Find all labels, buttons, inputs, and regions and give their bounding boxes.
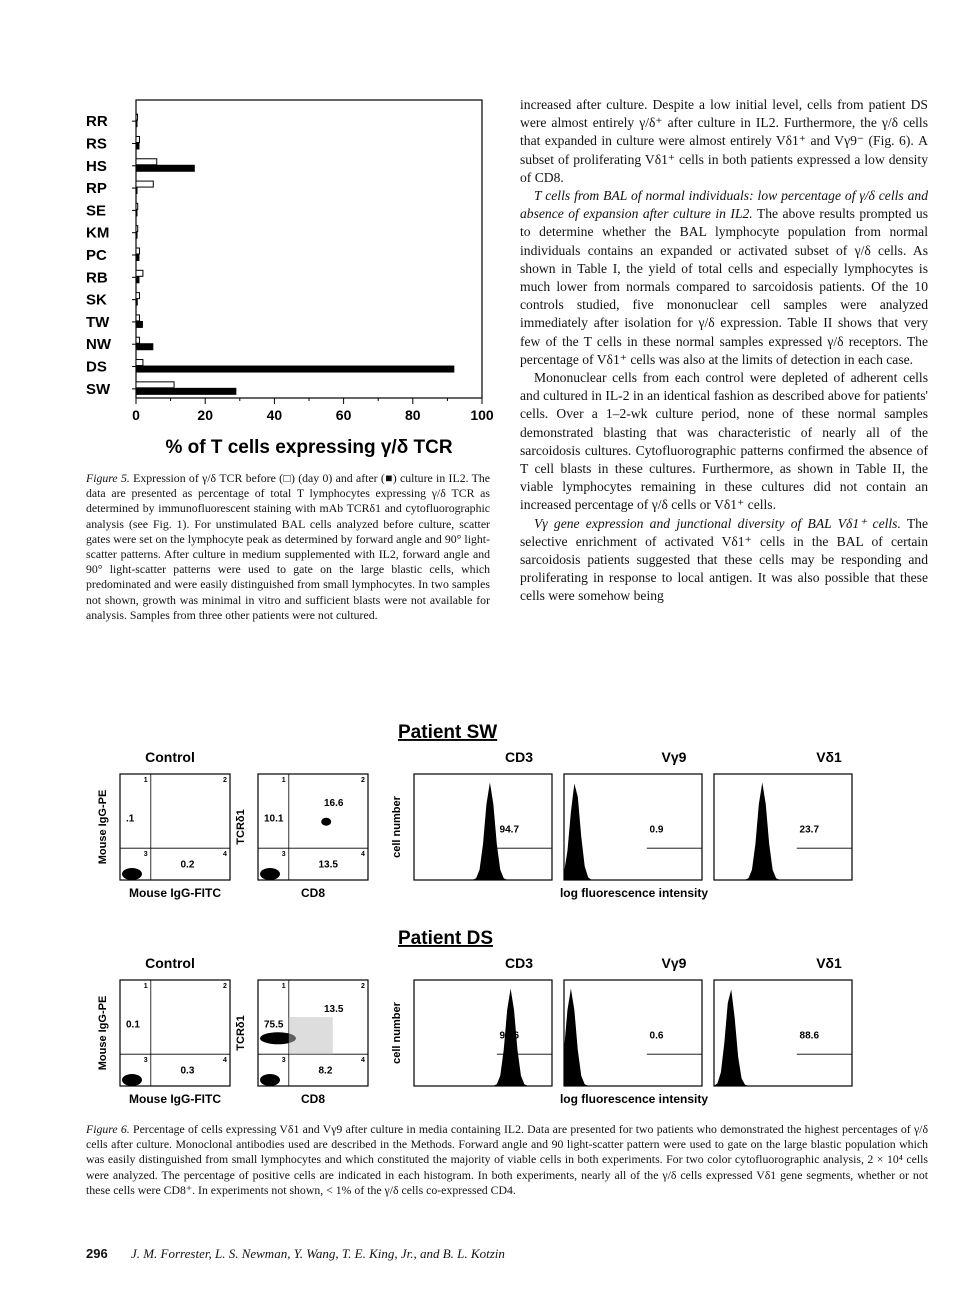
cell-cluster — [260, 1074, 280, 1086]
quadrant-number: 3 — [143, 1057, 148, 1065]
patient-panel — [97, 928, 852, 1106]
bar-after — [136, 120, 138, 127]
histogram-peak — [714, 783, 852, 881]
dotplot-x-label: CD8 — [300, 1092, 326, 1106]
dotplot-frame — [120, 980, 230, 1086]
category-label: DS — [86, 358, 107, 376]
bar-before — [136, 382, 174, 388]
histogram-value: 0.9 — [649, 824, 664, 836]
cell-cluster — [122, 868, 142, 880]
histogram-value: 97.6 — [499, 1030, 520, 1042]
quadrant-1-value: 0.1 — [126, 1019, 140, 1031]
category-label: TW — [86, 313, 110, 331]
quadrant-4-value: 0.3 — [180, 1065, 195, 1077]
control-title: Control — [145, 955, 195, 971]
quadrant-number: 3 — [143, 851, 148, 859]
histogram-peak — [564, 784, 702, 881]
quadrant-2-value: 13.5 — [324, 1003, 344, 1015]
patient-title: Patient SW — [398, 722, 498, 743]
quadrant-4-value: 8.2 — [318, 1065, 333, 1077]
quadrant-1-value: .1 — [126, 813, 135, 825]
paragraph-4 — [520, 515, 928, 606]
bar-after — [136, 388, 236, 395]
cell-cluster — [122, 1074, 142, 1086]
bar-after — [136, 343, 153, 350]
paragraph-4-body: The selective enrichment of activated Vδ1⁺ cells in the BAL of certain sarcoidosis patients suggested that these cells may be responding and proliferating in response to local antigen. It was also possible that these cells were somehow being — [520, 515, 928, 604]
dotplot-y-label: TCRδ1 — [235, 809, 247, 845]
category-label: RS — [86, 135, 107, 153]
dotplot-x-label: CD8 — [300, 886, 326, 900]
x-tick-label: 80 — [405, 407, 421, 423]
histogram-peak — [714, 990, 852, 1087]
quadrant-4-value: 13.5 — [318, 859, 338, 871]
bar-after — [136, 276, 139, 283]
control-title: Control — [145, 749, 195, 765]
bar-after — [136, 366, 454, 373]
patient-panel — [97, 722, 852, 900]
bar-before — [136, 136, 139, 142]
x-tick-label: 60 — [335, 407, 352, 423]
category-label: HS — [86, 157, 107, 175]
dotplot-y-label: Mouse IgG-PE — [97, 995, 109, 1071]
cell-cluster — [321, 818, 331, 826]
plot-frame — [136, 100, 482, 398]
bar-after — [136, 165, 195, 172]
figure-6-caption-label: Figure 6. — [86, 1122, 130, 1136]
bar-after — [136, 142, 139, 149]
category-label: NW — [86, 336, 111, 354]
bar-after — [136, 254, 139, 261]
bar-before — [136, 270, 143, 276]
quadrant-number: 2 — [223, 777, 227, 784]
bar-before — [136, 360, 143, 366]
quadrant-number: 2 — [223, 983, 227, 990]
bar-before — [136, 226, 138, 232]
dotplot-frame — [120, 774, 230, 880]
histogram-title: Vδ1 — [816, 955, 842, 971]
histogram-x-label: log fluorescence intensity — [559, 1092, 709, 1106]
quadrant-number: 4 — [361, 1057, 365, 1065]
bar-before — [136, 293, 139, 299]
category-label: KM — [86, 224, 110, 242]
category-label: SE — [86, 202, 107, 220]
dotplot-x-label: Mouse IgG-FITC — [129, 1092, 221, 1106]
histogram-frame — [414, 980, 552, 1086]
quadrant-number: 4 — [361, 851, 365, 859]
quadrant-number: 3 — [281, 1057, 286, 1065]
bar-before — [136, 159, 157, 165]
figure-5-caption-label: Figure 5. — [86, 471, 130, 485]
bar-after — [136, 299, 138, 306]
x-axis-label: % of T cells expressing γ/δ TCR — [165, 437, 453, 458]
x-tick-label: 0 — [132, 407, 140, 423]
bar-before — [136, 248, 139, 254]
histogram-title: CD3 — [504, 749, 534, 765]
figure-6 — [84, 716, 874, 1116]
dotplot-y-label: Mouse IgG-PE — [97, 789, 109, 865]
category-label: SW — [86, 380, 111, 398]
paragraph-3: Mononuclear cells from each control were depleted of adherent cells and cultured in IL-2 in an identical fashion as described above for patients' cells. Over a 1–2-wk culture period, none of these normal samples demonstrated blasting that was characteristic of nearly all of the sarcoidosis cultures. Cytofluorographic patterns confirmed the absence of T cell blasts in these cultures. Furthermore, as shown in Table II, the viable lymphocytes remaining in these cultures did not contain an increased percentage of γ/δ cells or Vδ1⁺ cells. — [520, 370, 928, 513]
dotplot-x-label: Mouse IgG-FITC — [129, 886, 221, 900]
patient-title: Patient DS — [398, 928, 494, 949]
bar-before — [136, 114, 138, 120]
histogram-peak — [564, 989, 702, 1087]
category-label: PC — [86, 247, 107, 264]
histogram-value: 23.7 — [799, 824, 820, 836]
category-label: SK — [86, 291, 107, 309]
bar-after — [136, 187, 138, 194]
histogram-title: Vγ9 — [661, 955, 687, 971]
cell-cluster — [260, 868, 280, 880]
dotplot-frame — [258, 774, 368, 880]
quadrant-2-value: 16.6 — [324, 797, 344, 809]
bar-after — [136, 232, 138, 239]
page-number: 296 — [86, 1246, 108, 1261]
footer-authors: J. M. Forrester, L. S. Newman, Y. Wang, T. E. King, Jr., and B. L. Kotzin — [130, 1246, 505, 1261]
category-label: RR — [86, 113, 108, 131]
bar-before — [136, 315, 139, 321]
quadrant-4-value: 0.2 — [180, 859, 195, 871]
paragraph-2-body: The above results prompted us to determine whether the BAL lymphocyte population from normal individuals contains an expanded or activated subset of γ/δ cells. As shown in Table I, the yield of total cells and especially lymphocytes is much lower from normals compared to sarcoidosis patients. Of the 10 controls studied, five mononuclear cell samples were analyzed immediately after isolation for γ/δ expression. Table II shows that very few of the T cells in these normal samples expressed γ/δ receptors. The percentage of Vδ1⁺ cells was also at the limits of detection in each case. — [520, 206, 928, 367]
paragraph-1: increased after culture. Despite a low initial level, cells from patient DS were almost entirely γ/δ⁺ after culture in IL2. Furthermore, the γ/δ cells that expanded in culture were almost entirely Vδ1⁺ and Vγ9⁻ (Fig. 6). A subset of proliferating Vδ1⁺ cells in both patients expressed a low density of CD8. — [520, 97, 928, 185]
bar-after — [136, 321, 143, 328]
bar-before — [136, 181, 153, 187]
quadrant-number: 1 — [281, 777, 286, 784]
quadrant-number: 4 — [223, 1057, 227, 1065]
x-tick-label: 40 — [266, 407, 283, 423]
quadrant-number: 2 — [361, 777, 365, 784]
bar-before — [136, 203, 138, 209]
bar-after — [136, 209, 138, 216]
quadrant-1-value: 10.1 — [264, 813, 284, 825]
quadrant-number: 1 — [281, 983, 286, 990]
figure-6-caption — [86, 1122, 928, 1198]
histogram-value: 94.7 — [499, 824, 520, 836]
x-tick-label: 20 — [197, 407, 213, 423]
histogram-y-label: cell number — [391, 1002, 403, 1064]
quadrant-number: 3 — [281, 851, 286, 859]
cell-scatter — [289, 1017, 333, 1054]
histogram-title: CD3 — [504, 955, 534, 971]
bar-before — [136, 337, 139, 343]
category-label: RB — [86, 269, 108, 287]
histogram-frame — [564, 980, 702, 1086]
histogram-y-label: cell number — [391, 796, 403, 858]
category-label: RP — [86, 180, 107, 198]
figure-6-panels — [84, 716, 874, 1116]
histogram-x-label: log fluorescence intensity — [559, 886, 709, 900]
quadrant-number: 1 — [143, 777, 148, 784]
quadrant-1-value: 75.5 — [264, 1019, 284, 1031]
figure-6-caption-text: Percentage of cells expressing Vδ1 and Vγ9 after culture in media containing IL2. Data are presented for two patients who demonstrated the highest percentages of γ/δ cells after culture. Monoclonal antibodies used are described in the Methods. Forward angle and 90 light-scatter pattern were used to gate on the large blastic population which was easily distinguished from small lymphocytes and which constituted the majority of viable cells in both experiments. For two color cytofluorographic analysis, 2 × 10⁴ cells were analyzed. The percentage of positive cells are indicated in each histogram. In both experiments, nearly all of the γ/δ cells expressed Vδ1 gene segments, whether or not these cells were CD8⁺. In experiments not shown, < 1% of the γ/δ cells co-expressed CD4. — [86, 1122, 929, 1197]
histogram-peak — [414, 989, 552, 1087]
paragraph-2 — [520, 187, 928, 369]
dotplot-y-label: TCRδ1 — [235, 1015, 247, 1051]
histogram-title: Vδ1 — [816, 749, 842, 765]
figure-5-caption-text: Expression of γ/δ TCR before (□) (day 0) and after (■) culture in IL2. The data are presented as percentage of total T lymphocytes expressing γ/δ TCR as determined by immunofluorescent staining with mAb TCRδ1 and cytofluorographic analysis (see Fig. 1). For unstimulated BAL cells analyzed before culture, scatter gates were set on the lymphocyte peak as determined by forward angle and 90° light-scatter patterns. After culture in medium supplemented with IL2, forward angle and 90° light-scatter patterns were used to gate on the large blastic cells, which predominated and were easily distinguished from small lymphocytes. In two samples not shown, growth was minimal in vitro and sufficient blasts were not available for analysis. Samples from three other patients were not cultured. — [86, 471, 490, 622]
figure-5 — [86, 96, 496, 466]
histogram-value: 0.6 — [649, 1030, 664, 1042]
quadrant-number: 4 — [223, 851, 227, 859]
paragraph-2-heading: T cells from BAL of normal individuals: low percentage of γ/δ cells and absence of expansion after culture in IL2. — [520, 188, 928, 222]
quadrant-number: 1 — [143, 983, 148, 990]
histogram-peak — [414, 783, 552, 881]
quadrant-number: 2 — [361, 983, 365, 990]
histogram-title: Vγ9 — [661, 749, 687, 765]
x-tick-label: 100 — [470, 407, 494, 423]
histogram-value: 88.6 — [799, 1030, 820, 1042]
page-footer — [86, 1246, 886, 1262]
figure-5-caption — [86, 471, 490, 623]
figure-5-chart — [86, 96, 496, 466]
paragraph-4-heading: Vγ gene expression and junctional diversity of BAL Vδ1⁺ cells. — [534, 515, 901, 531]
histogram-frame — [564, 774, 702, 880]
right-column-text — [520, 96, 928, 606]
histogram-frame — [714, 774, 852, 880]
